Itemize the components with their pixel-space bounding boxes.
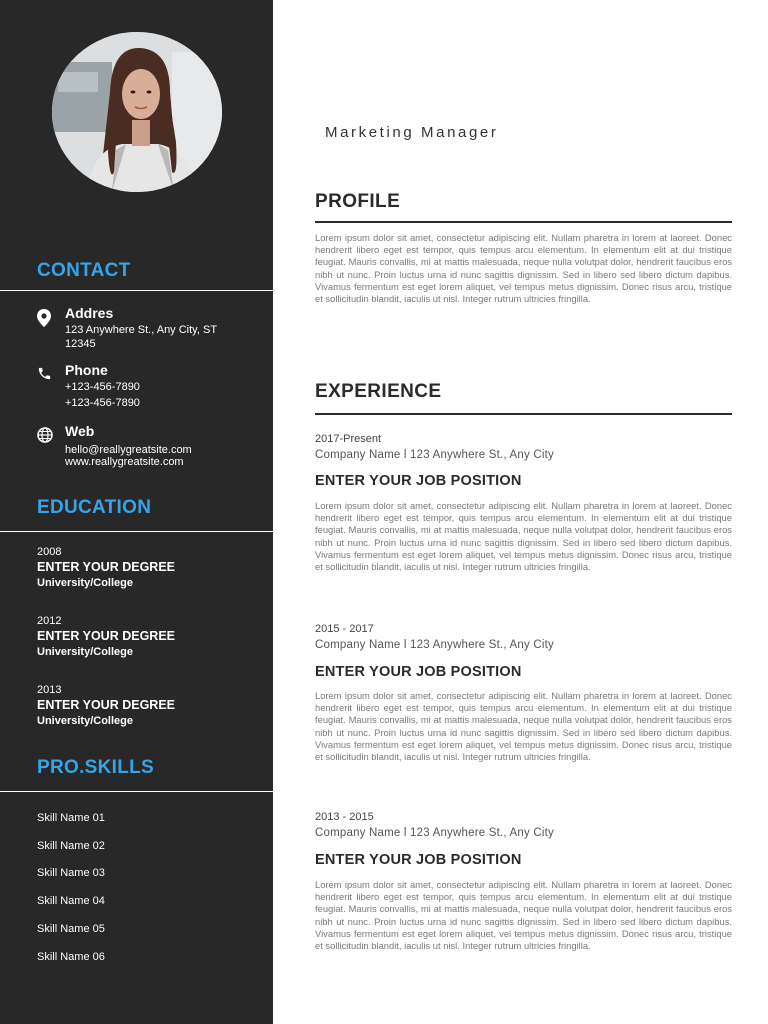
contact-phone	[37, 362, 262, 410]
contact-web-label: Web	[65, 423, 95, 439]
contact-phone-label: Phone	[65, 362, 108, 378]
contact-address-label: Addres	[65, 305, 114, 321]
education-heading: EDUCATION	[37, 497, 152, 518]
experience-position: ENTER YOUR JOB POSITION	[315, 852, 522, 868]
experience-date: 2013 - 2015	[315, 811, 374, 823]
skills-heading: PRO.SKILLS	[37, 757, 155, 778]
experience-position: ENTER YOUR JOB POSITION	[315, 473, 522, 489]
experience-heading: EXPERIENCE	[315, 381, 442, 402]
experience-divider	[315, 413, 732, 415]
skill-item: Skill Name 03	[37, 867, 105, 879]
experience-date: 2017-Present	[315, 433, 382, 445]
contact-heading: CONTACT	[37, 260, 131, 281]
profile-photo	[52, 32, 222, 192]
experience-position: ENTER YOUR JOB POSITION	[315, 664, 522, 680]
experience-description: Lorem ipsum dolor sit amet, consectetur adipiscing elit. Nullam pharetra in lorem at laoreet. Donec hendrerit libero eget est tempor, quis tempus arcu elementum. In elementum elit at dui tristique feugiat. Mauris convallis, mi at mattis malesuada, neque nulla volutpat dolor, hendrerit faucibus eros nibh ut nunc. Proin luctus urna id nunc sagittis dignissim. Sed in libero sed libero dictum dapibus. Vivamus fermentum est eget lorem aliquet, vel tempus metus dignissim. Donec risus arcu, tristique et sollicitudin blandit, iaculis ut nisl. Integer rutrum ultricies fringilla.	[315, 690, 732, 763]
education-degree: ENTER YOUR DEGREE	[37, 629, 175, 643]
skill-item: Skill Name 01	[37, 812, 105, 824]
skill-item: Skill Name 02	[37, 840, 105, 852]
education-year: 2008	[37, 546, 62, 558]
experience-company: Company Name l 123 Anywhere St., Any City	[315, 449, 554, 461]
experience-company: Company Name l 123 Anywhere St., Any City	[315, 827, 554, 839]
experience-date: 2015 - 2017	[315, 623, 374, 635]
contact-web-url[interactable]: www.reallygreatsite.com	[65, 456, 184, 468]
education-divider	[0, 531, 273, 532]
sidebar	[0, 0, 273, 1024]
education-item	[37, 684, 262, 730]
contact-web	[37, 423, 262, 471]
skill-item: Skill Name 06	[37, 951, 105, 963]
profile-divider	[315, 221, 732, 223]
profile-photo-illustration	[52, 32, 222, 192]
education-item	[37, 546, 262, 592]
contact-address-line1: 123 Anywhere St., Any City, ST	[65, 324, 218, 336]
skills-divider	[0, 791, 273, 792]
experience-description: Lorem ipsum dolor sit amet, consectetur adipiscing elit. Nullam pharetra in lorem at laoreet. Donec hendrerit libero eget est tempor, quis tempus arcu elementum. In elementum elit at dui tristique feugiat. Mauris convallis, mi at mattis malesuada, neque nulla volutpat dolor, hendrerit faucibus eros nibh ut nunc. Proin luctus urna id nunc sagittis dignissim. Sed in libero sed libero dictum dapibus. Vivamus fermentum est eget lorem aliquet, vel tempus metus dignissim. Donec risus arcu, tristique et sollicitudin blandit, iaculis ut nisl. Integer rutrum ultricies fringilla.	[315, 500, 732, 573]
education-school: University/College	[37, 646, 133, 658]
profile-heading: PROFILE	[315, 191, 401, 212]
skill-item: Skill Name 05	[37, 923, 105, 935]
contact-address-line2: 12345	[65, 338, 96, 350]
contact-divider	[0, 290, 273, 291]
contact-web-email[interactable]: hello@reallygreatsite.com	[65, 444, 192, 456]
experience-description: Lorem ipsum dolor sit amet, consectetur adipiscing elit. Nullam pharetra in lorem at laoreet. Donec hendrerit libero eget est tempor, quis tempus arcu elementum. In elementum elit at dui tristique feugiat. Mauris convallis, mi at mattis malesuada, neque nulla volutpat dolor, hendrerit faucibus eros nibh ut nunc. Proin luctus urna id nunc sagittis dignissim. Sed in libero sed libero dictum dapibus. Vivamus fermentum est eget lorem aliquet, vel tempus metus dignissim. Donec risus arcu, tristique et sollicitudin blandit, iaculis ut nisl. Integer rutrum ultricies fringilla.	[315, 879, 732, 952]
contact-address	[37, 305, 262, 353]
contact-phone-line1: +123-456-7890	[65, 381, 140, 393]
education-year: 2012	[37, 615, 62, 627]
job-title: Marketing Manager	[325, 124, 499, 141]
education-degree: ENTER YOUR DEGREE	[37, 698, 175, 712]
experience-company: Company Name l 123 Anywhere St., Any City	[315, 639, 554, 651]
education-year: 2013	[37, 684, 62, 696]
education-school: University/College	[37, 577, 133, 589]
map-pin-icon	[37, 309, 53, 325]
phone-icon	[37, 366, 53, 382]
profile-text: Lorem ipsum dolor sit amet, consectetur adipiscing elit. Nullam pharetra in lorem at laoreet. Donec hendrerit libero eget est tempor, quis tempus arcu elementum. In elementum elit at dui tristique feugiat. Mauris convallis, mi at mattis malesuada, neque nulla volutpat dolor, hendrerit faucibus eros nibh ut nunc. Proin luctus urna id nunc sagittis dignissim. Sed in libero sed libero dictum dapibus. Vivamus fermentum est eget lorem aliquet, vel tempus metus dignissim. Donec risus arcu, tristique et sollicitudin blandit, iaculis ut nisl. Integer rutrum ultricies fringilla.	[315, 232, 732, 305]
education-degree: ENTER YOUR DEGREE	[37, 560, 175, 574]
education-school: University/College	[37, 715, 133, 727]
contact-phone-line2: +123-456-7890	[65, 397, 140, 409]
education-item	[37, 615, 262, 661]
skill-item: Skill Name 04	[37, 895, 105, 907]
globe-icon	[37, 427, 53, 443]
